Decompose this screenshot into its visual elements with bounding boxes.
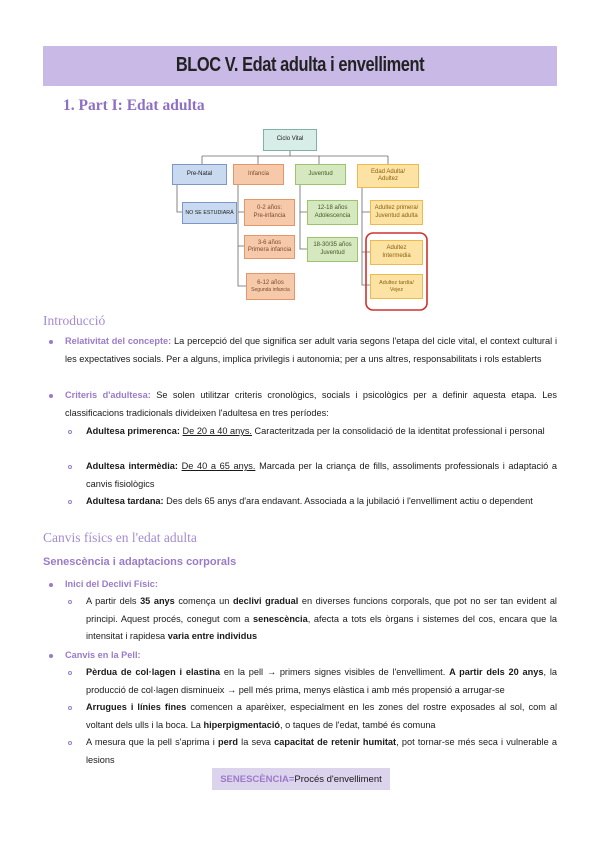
node-ad-2: [370, 240, 423, 265]
changes-b1-label: Inici del Declivi Físic:: [65, 579, 158, 589]
t: A partir dels: [86, 596, 141, 606]
sub-bullet-ring: [68, 671, 72, 675]
changes-b1-sub1: [86, 593, 557, 646]
node-juv-2: [307, 237, 358, 262]
t: perd: [218, 737, 238, 747]
node-ad-3-label: Adultez tardía/: [379, 279, 414, 286]
intro-stage-1: [86, 423, 557, 441]
node-inf-1-range: 0-2 años:: [256, 205, 283, 211]
stage-2-text: Marcada per la criança de fills, assoliments professionals i adaptació a canvis fisiològics: [86, 461, 557, 489]
node-inf-2-name: Primera infancia: [247, 247, 292, 253]
t: Arrugues i línies fines: [86, 702, 187, 712]
node-ad-1: [370, 200, 423, 225]
sub-bullet-ring: [68, 500, 72, 504]
stage-3-name: Adultesa tardana:: [86, 496, 164, 506]
changes-b2-sub1: [86, 664, 557, 699]
t: varia entre individus: [167, 631, 258, 641]
node-prenatal-label: Pre-Natal: [186, 170, 213, 177]
bullet-dot: [49, 340, 53, 344]
node-adulta-label-2: Adultez: [377, 176, 398, 182]
node-juv-2-name: Juventud: [320, 249, 345, 256]
node-adulta-label: Edad Adulta/: [370, 168, 406, 175]
node-inf-2-range: 3-6 años: [257, 239, 282, 246]
diagram-connectors: [0, 0, 600, 320]
node-inf-1: [244, 199, 295, 226]
intro-b2-label: Criteris d'adultesa:: [65, 390, 151, 400]
bullet-dot: [49, 583, 53, 587]
node-inf-3-name: Segunda infancia: [251, 287, 290, 294]
node-inf-2: [244, 235, 295, 259]
node-ad-1-label: Adultez primera/: [374, 205, 419, 211]
changes-b2-label: Canvis en la Pell:: [65, 650, 141, 660]
t: en diverses funcions corporals, que pot no ser tan evident al principi. Aquest procés, conegut com a: [86, 596, 557, 624]
intro-heading: Introducció: [43, 313, 106, 328]
node-prenatal-note: [182, 202, 237, 224]
t: capacitat de retenir humitat: [274, 737, 397, 747]
sub-bullet-ring: [68, 465, 72, 469]
node-prenatal: [172, 164, 227, 185]
bullet-dot: [49, 654, 53, 658]
node-infancia: [233, 164, 284, 185]
life-cycle-diagram: [0, 0, 600, 320]
intro-b1-text: La percepció del que significa ser adult varia segons l'etapa del cicle vital, el context cultural i les expectatives socials. Per a alguns, implica privilegis i autonomia; per a uns altres, responsabilitats i rols establerts: [65, 336, 557, 364]
node-juv-2-range: 18-30/35 años: [313, 242, 352, 248]
t: hiperpigmentació: [203, 719, 281, 730]
sub-bullet-ring: [68, 600, 72, 604]
node-inf-3-range: 6-12 años: [257, 279, 284, 286]
senescence-term: SENESCÈNCIA: [220, 773, 289, 785]
stage-3-text: Des dels 65 anys d'ara endavant. Associada a la jubilació i l'envelliment actiu o dependent: [163, 496, 533, 506]
stage-1-text: Caracteritzada per la consolidació de la identitat professional i personal: [251, 426, 545, 436]
node-ad-3-label-2: Vejez: [389, 286, 404, 293]
node-ciclo-vital-label: Ciclo Vital: [276, 136, 304, 143]
senescence-definition-box: [212, 768, 390, 790]
t: A partir dels 20 anys: [449, 667, 544, 677]
node-inf-3: [246, 273, 295, 300]
t: comença un: [174, 596, 233, 606]
intro-b1-label: Relativitat del concepte:: [65, 336, 172, 346]
t: declivi gradual: [232, 596, 299, 606]
intro-b2-text: Se solen utilitzar criteris cronològics, socials i psicològics per a definir aquesta etapa. Les classificacions tradicionals divideixen l'adultesa en tres períodes:: [65, 390, 558, 418]
t: en la pell → primers signes visibles de l'envelliment.: [220, 667, 450, 677]
t: la seva: [237, 737, 275, 747]
t: , la producció de col·lagen disminueix → pell més prima, menys elàstica i amb més propensió a arrugar-se: [86, 667, 557, 695]
node-prenatal-note-label: NO SE ESTUDIARÁ: [185, 209, 234, 216]
senescence-def: Procés d'envelliment: [294, 773, 382, 785]
node-juv-1-range: 12-18 años: [317, 205, 348, 211]
t: senescència: [253, 613, 308, 624]
stage-2-range: De 40 a 65 anys.: [181, 461, 256, 471]
node-ciclo-vital: [263, 129, 317, 151]
t: Pèrdua de col·lagen i elastina: [86, 667, 221, 677]
sub-bullet-ring: [68, 741, 72, 745]
node-ad-3: [370, 274, 423, 299]
node-inf-1-name: Pre-infancia: [253, 212, 286, 219]
changes-heading: Canvis físics en l'edat adulta: [43, 530, 197, 545]
node-ad-2-label-2: Intermedia: [382, 252, 411, 259]
senescence-eq: =: [288, 773, 295, 785]
sub-bullet-ring: [68, 430, 72, 434]
bullet-dot: [49, 394, 53, 398]
intro-stage-2: [86, 458, 557, 493]
node-infancia-label: Infancia: [247, 170, 269, 177]
t: , o taques de l'edat, també és comuna: [280, 719, 436, 730]
intro-stage-3: [86, 493, 557, 511]
intro-bullet-2: [65, 387, 557, 422]
changes-subheading: Senescència i adaptacions corporals: [43, 556, 237, 568]
intro-bullet-1: [65, 333, 557, 368]
stage-1-range: De 20 a 40 anys.: [182, 426, 252, 436]
sub-bullet-ring: [68, 706, 72, 710]
changes-b2-sub2: [86, 699, 557, 734]
t: comencen a aparèixer, especialment en les zones del rostre exposades al sol, com al voltant dels ulls i la boca. La: [86, 702, 557, 730]
t: A mesura que la pell s'aprima i: [86, 737, 219, 747]
node-juventud-label: Juventud: [308, 170, 333, 177]
part-title: 1. Part I: Edat adulta: [63, 97, 205, 114]
changes-bullet-2: [65, 647, 557, 665]
stage-1-name: Adultesa primerenca:: [86, 426, 180, 436]
changes-bullet-1: [65, 576, 557, 594]
node-juv-1: [307, 200, 358, 225]
t: , afecta a tots els òrgans i sistemes del cos, encara que la intensitat i rapidesa: [86, 613, 558, 641]
t: 35 anys: [140, 596, 175, 606]
node-juv-1-name: Adolescencia: [314, 212, 351, 219]
node-juventud: [295, 164, 346, 185]
stage-2-name: Adultesa intermèdia:: [86, 461, 178, 471]
changes-b2-sub3: [86, 734, 557, 769]
t: , pot tornar-se més seca i vulnerable a lesions: [86, 737, 557, 765]
node-ad-1-label-2: Juventud adulta: [375, 212, 418, 219]
node-ad-2-label: Adultez: [386, 245, 407, 251]
page-title: BLOC V. Edat adulta i envelliment: [175, 54, 425, 76]
node-adulta: [357, 164, 419, 188]
